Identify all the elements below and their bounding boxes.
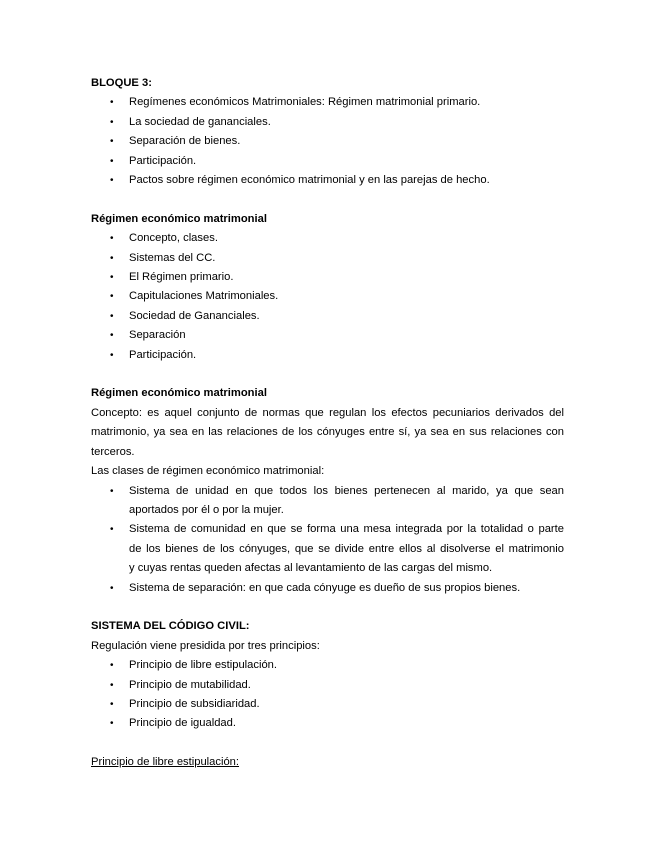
list-item: • Principio de subsidiaridad.	[91, 695, 564, 714]
bullet-icon: •	[110, 233, 114, 245]
bullet-icon: •	[110, 679, 114, 691]
bullet-icon: •	[110, 175, 114, 187]
heading-regimen-economico: Régimen económico matrimonial	[91, 212, 267, 225]
list-item: • El Régimen primario.	[91, 268, 564, 287]
bullet-icon: •	[110, 485, 114, 497]
principles-intro: Regulación viene presidida por tres principios:	[91, 639, 320, 652]
list-item: • Sistemas del CC.	[91, 249, 564, 268]
heading-bloque-3: BLOQUE 3:	[91, 77, 152, 89]
bullet-icon: •	[110, 582, 114, 594]
principles-list	[91, 656, 564, 734]
concept-paragraph: Concepto: es aquel conjunto de normas que regulan los efectos pecuniarios derivados del matrimonio, ya sea en las relaciones de los cónyuges entre sí, ya sea en sus relaciones con terceros.	[91, 406, 564, 458]
heading-libre-estipulacion: Principio de libre estipulación:	[91, 756, 240, 769]
list-item: • La sociedad de gananciales.	[91, 113, 564, 132]
bloque-3-list	[91, 93, 564, 190]
list-item: • Principio de mutabilidad.	[91, 676, 564, 695]
list-item: • Sistema de unidad en que todos los bienes pertenecen al marido, ya que sean aportados por él o por la mujer.	[91, 482, 564, 521]
bullet-icon: •	[110, 524, 114, 536]
bullet-icon: •	[110, 116, 114, 128]
bullet-icon: •	[110, 291, 114, 303]
heading-sistema-codigo-civil: SISTEMA DEL CÓDIGO CIVIL:	[91, 620, 250, 633]
list-item: • Sistema de comunidad en que se forma una mesa integrada por la totalidad o parte de los bienes de los cónyuges, que se divide entre ellos al disolverse el matrimonio y cuyas rentas queden afectas al levantamiento de las cargas del mismo.	[91, 520, 564, 578]
list-item: • Regímenes económicos Matrimoniales: Régimen matrimonial primario.	[91, 93, 564, 112]
list-item: • Capitulaciones Matrimoniales.	[91, 287, 564, 306]
list-item: • Separación de bienes.	[91, 132, 564, 151]
bullet-icon: •	[110, 97, 114, 109]
list-item: • Participación.	[91, 346, 564, 365]
bullet-icon: •	[110, 660, 114, 672]
bullet-icon: •	[110, 330, 114, 342]
list-item: • Concepto, clases.	[91, 229, 564, 248]
regimen-topics-list	[91, 229, 564, 365]
document-page	[91, 74, 564, 773]
list-item: • Participación.	[91, 152, 564, 171]
bullet-icon: •	[110, 718, 114, 730]
list-item: • Sociedad de Gananciales.	[91, 307, 564, 326]
bullet-icon: •	[110, 349, 114, 361]
list-item: • Pactos sobre régimen económico matrimonial y en las parejas de hecho.	[91, 171, 564, 190]
classes-list	[91, 482, 564, 598]
bullet-icon: •	[110, 310, 114, 322]
list-item: • Separación	[91, 326, 564, 345]
list-item: • Principio de igualdad.	[91, 714, 564, 733]
heading-regimen-concepto: Régimen económico matrimonial	[91, 387, 267, 400]
bullet-icon: •	[110, 155, 114, 167]
bullet-icon: •	[110, 698, 114, 710]
classes-intro: Las clases de régimen económico matrimonial:	[91, 465, 325, 478]
bullet-icon: •	[110, 252, 114, 264]
list-item: • Sistema de separación: en que cada cónyuge es dueño de sus propios bienes.	[91, 579, 564, 598]
bullet-icon: •	[110, 272, 114, 284]
list-item: • Principio de libre estipulación.	[91, 656, 564, 675]
bullet-icon: •	[110, 136, 114, 148]
